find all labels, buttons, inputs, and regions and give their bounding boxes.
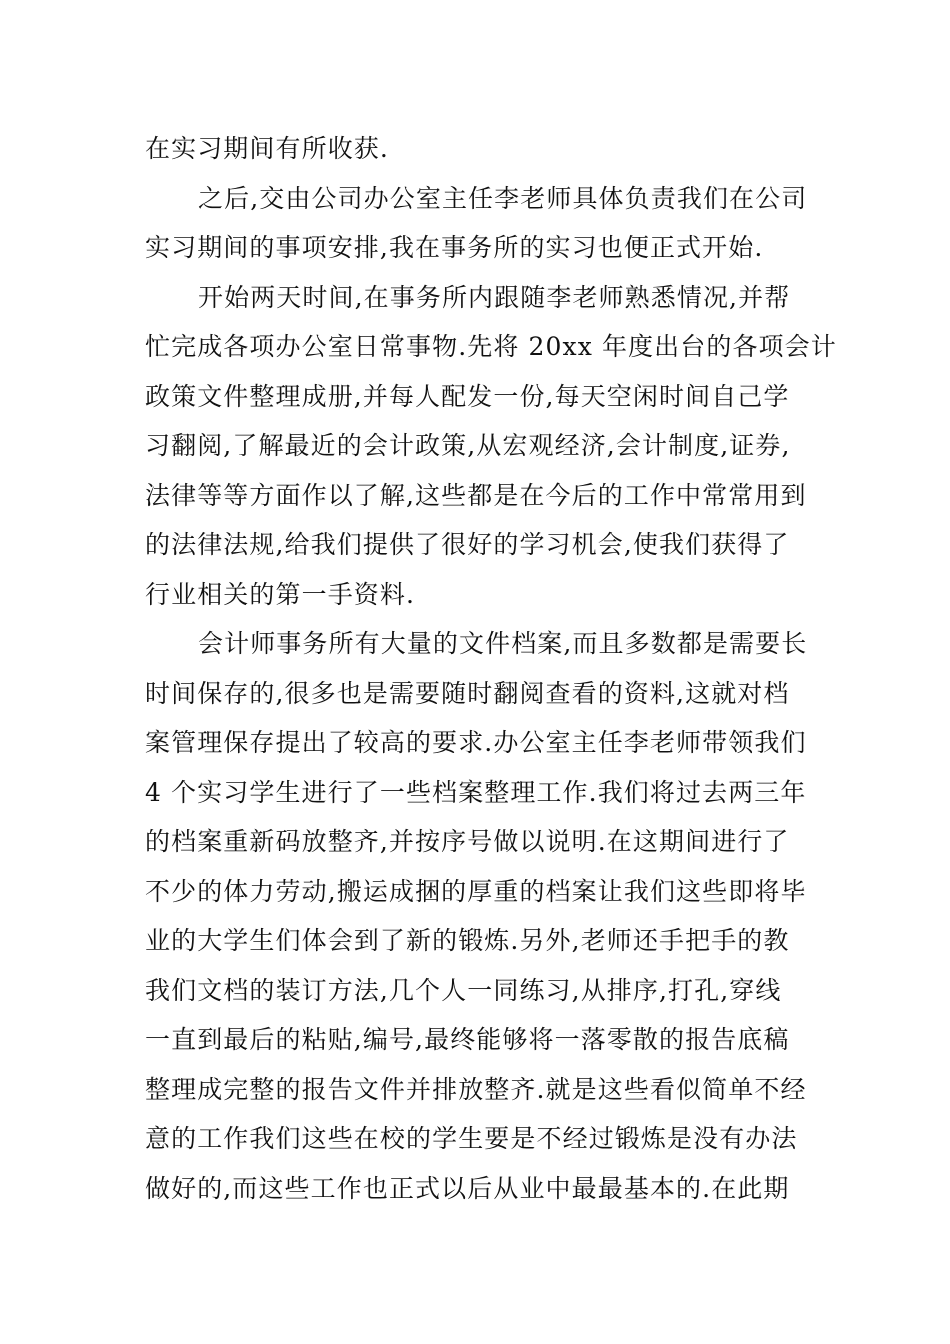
text-line: 不少的体力劳动,搬运成捆的厚重的档案让我们这些即将毕 bbox=[145, 876, 807, 906]
text-line: 案管理保存提出了较高的要求.办公室主任李老师带领我们 bbox=[145, 728, 807, 757]
text-line: 意的工作我们这些在校的学生要是不经过锻炼是没有办法 bbox=[145, 1124, 798, 1153]
text-line: 业的大学生们体会到了新的锻炼.另外,老师还手把手的教 bbox=[145, 926, 790, 955]
text-line: 的档案重新码放整齐,并按序号做以说明.在这期间进行了 bbox=[145, 827, 790, 856]
paragraph-start-line: 开始两天时间,在事务所内跟随李老师熟悉情况,并帮 bbox=[198, 282, 791, 312]
text-line: 时间保存的,很多也是需要随时翻阅查看的资料,这就对档 bbox=[145, 678, 790, 708]
text-line: 在实习期间有所收获. bbox=[145, 134, 389, 163]
text-line: 的法律法规,给我们提供了很好的学习机会,使我们获得了 bbox=[145, 530, 790, 559]
body-text bbox=[145, 124, 837, 1213]
text-line: 法律等等方面作以了解,这些都是在今后的工作中常常用到 bbox=[145, 480, 807, 510]
text-line: 我们文档的装订方法,几个人一同练习,从排序,打孔,穿线 bbox=[145, 975, 782, 1005]
text-line: 整理成完整的报告文件并排放整齐.就是这些看似简单不经 bbox=[145, 1074, 807, 1104]
text-line: 忙完成各项办公室日常事物.先将 20xx 年度出台的各项会计 bbox=[145, 332, 837, 361]
paragraph-start-line: 之后,交由公司办公室主任李老师具体负责我们在公司 bbox=[198, 183, 808, 213]
paragraph-start-line: 会计师事务所有大量的文件档案,而且多数都是需要长 bbox=[198, 629, 808, 658]
text-line: 政策文件整理成册,并每人配发一份,每天空闲时间自己学 bbox=[145, 381, 790, 411]
text-line: 一直到最后的粘贴,编号,最终能够将一落零散的报告底稿 bbox=[145, 1025, 790, 1054]
text-line: 做好的,而这些工作也正式以后从业中最最基本的.在此期 bbox=[145, 1173, 790, 1203]
text-line: 实习期间的事项安排,我在事务所的实习也便正式开始. bbox=[145, 233, 764, 262]
text-line: 习翻阅,了解最近的会计政策,从宏观经济,会计制度,证券, bbox=[145, 431, 791, 460]
text-line: 行业相关的第一手资料. bbox=[145, 579, 416, 609]
text-line: 4 个实习学生进行了一些档案整理工作.我们将过去两三年 bbox=[145, 777, 807, 807]
